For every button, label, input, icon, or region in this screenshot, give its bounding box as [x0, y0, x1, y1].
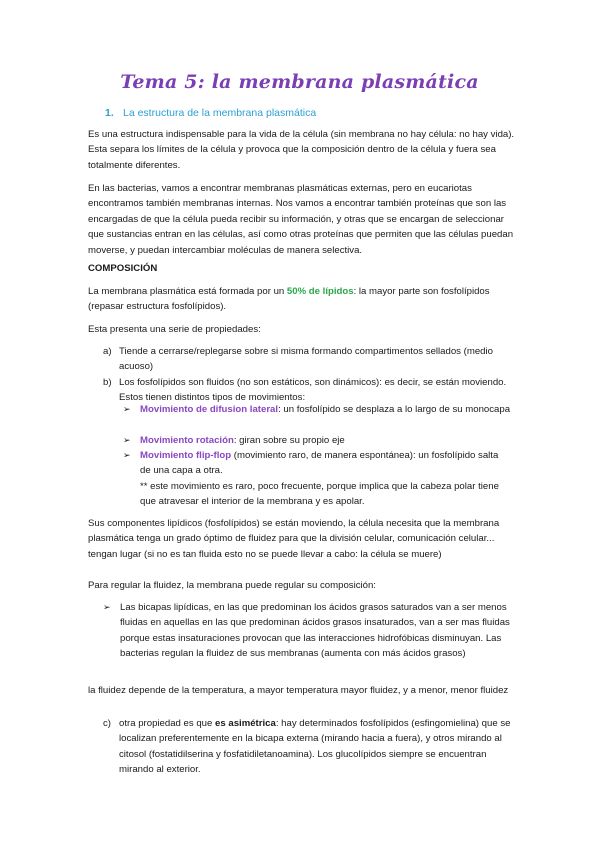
paragraph-bacterias: En las bacterias, vamos a encontrar membranas plasmáticas externas, pero en eucariotas encontramos también membranas internas. Nos vamos a encontrar también proteínas que son las encargadas de que la célula pueda recibir su información, y otras que se encargan de seleccionar que sustancias entran en las células, así como otras proteínas que permiten que las células puedan moverse, y puedan intercambiar moléculas de manera selectiva. [88, 183, 514, 256]
arrow-bullet-icon: ➢ [123, 450, 131, 460]
lipidos-highlight: 50% de lípidos [286, 286, 354, 297]
asimetrica-text-post: : hay determinados fosfolípidos (esfingomielina) que se localizan preferentemente en la bicapa externa (mirando hacia a fuera), y otros mirando al citosol (fostatidilserina y fosfatidiletanoamina). Los glucolípidos siempre se encuentran mirando al exterior. [119, 718, 511, 776]
movement-item-rotacion [140, 433, 512, 448]
lipidos-text-post: : la mayor parte son fosfolípidos (repasar estructura fosfolípidos). [88, 286, 490, 313]
arrow-bullet-icon: ➢ [103, 602, 111, 612]
movement-item-flipflop [140, 448, 508, 479]
movement-item-lateral [140, 402, 512, 417]
list-marker-b: b) [103, 377, 112, 388]
section-number: 1. [105, 107, 114, 119]
paragraph-regular: Para regular la fluidez, la membrana puede regular su composición: [88, 580, 376, 591]
asimetrica-text-pre: otra propiedad es que [119, 718, 216, 729]
lipidos-text-pre: La membrana plasmática está formada por un [88, 286, 287, 297]
movement-lateral-label: Movimiento de difusion lateral [140, 404, 279, 415]
arrow-bullet-icon: ➢ [123, 404, 131, 414]
section-heading [105, 107, 316, 119]
list-marker-a: a) [103, 346, 112, 357]
list-marker-c: c) [103, 718, 111, 729]
movement-flipflop-text: (movimiento raro, de manera espontánea): un fosfolípido salta de una capa a otra. [140, 450, 499, 477]
movement-rotacion-label: Movimiento rotación [140, 435, 234, 446]
movement-lateral-text: : un fosfolípido se desplaza a lo largo de su monocapa [278, 404, 511, 415]
list-item-b: Los fosfolípidos son fluidos (no son estáticos, son dinámicos): es decir, se están moviendo. Estos tienen distintos tipos de movimientos: [119, 377, 507, 404]
list-item-a: Tiende a cerrarse/replegarse sobre si misma formando compartimentos sellados (medio acuoso) [119, 346, 493, 373]
paragraph-fluidez: Sus componentes lipídicos (fosfolípidos) se están moviendo, la célula necesita que la membrana plasmática tenga un grado óptimo de fluidez para que la división celular, comunicación celular... tengan lugar (si no es tan fluida esto no se puede llevar a cabo: la célula se muere) [88, 518, 500, 560]
bicapas-item: Las bicapas lipídicas, en las que predominan los ácidos grasos saturados van a ser menos fluidas en aquellas en las que predominan ácidos grasos insaturados, van a ser mas fluidas porque estas insaturaciones provocan que las interacciones hidrofóbicas disminuyan. Las bacterias regulan la fluidez de sus membranas (aumenta con más ácidos grasos) [120, 602, 510, 660]
movement-flipflop-label: Movimiento flip-flop [140, 450, 232, 461]
paragraph-propiedades: Esta presenta una serie de propiedades: [88, 324, 261, 335]
movement-rotacion-text: : giran sobre su propio eje [233, 435, 345, 446]
paragraph-intro: Es una estructura indispensable para la vida de la célula (sin membrana no hay célula: no hay vida). Esta separa los límites de la célula y provoca que la composición dentro de la célula y fuera sea totalmente diferentes. [88, 129, 515, 171]
heading-composicion: COMPOSICIÓN [88, 263, 158, 274]
paragraph-lipidos [88, 284, 518, 315]
section-label: La estructura de la membrana plasmática [123, 107, 317, 119]
flipflop-note: ** este movimiento es raro, poco frecuente, porque implica que la cabeza polar tiene que atravesar el interior de la membrana y es apolar. [140, 481, 499, 508]
arrow-bullet-icon: ➢ [123, 435, 131, 445]
paragraph-temperatura: la fluidez depende de la temperatura, a mayor temperatura mayor fluidez, y a menor, menor fluidez [88, 685, 509, 696]
list-item-c [119, 716, 514, 778]
page-title: Tema 5: la membrana plasmática [120, 71, 479, 93]
asimetrica-bold: es asimétrica [215, 718, 276, 729]
